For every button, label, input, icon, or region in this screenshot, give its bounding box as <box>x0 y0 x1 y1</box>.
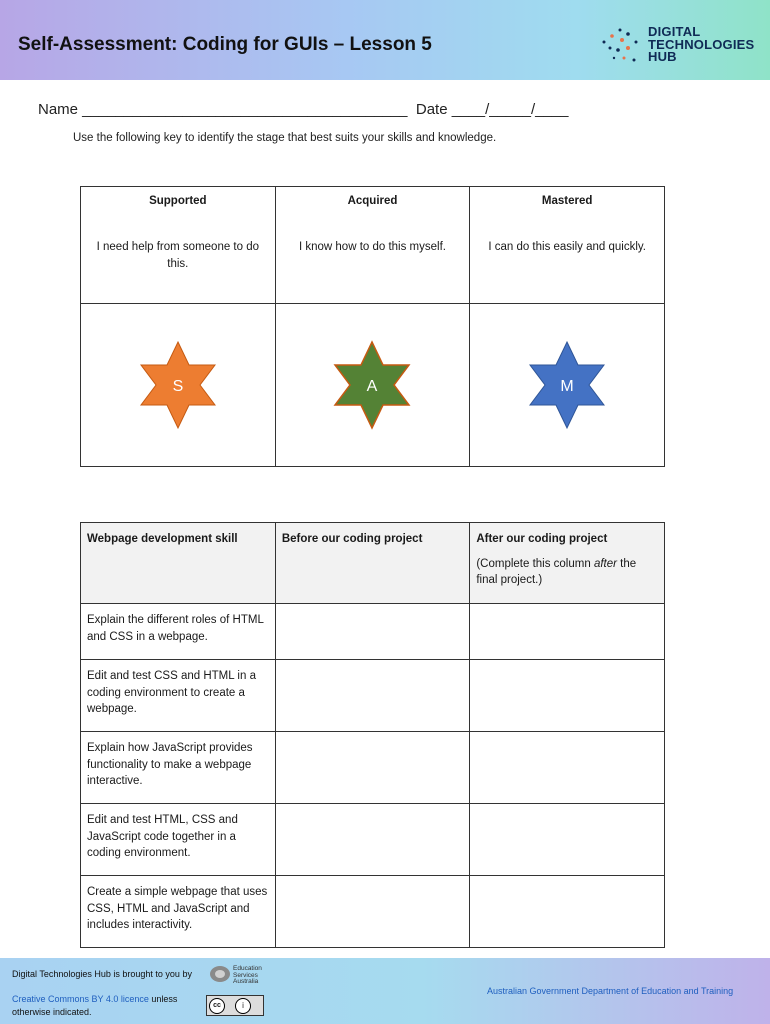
before-entry[interactable] <box>275 804 470 876</box>
footer-licence: Creative Commons BY 4.0 licence unless otherwise indicated. <box>12 994 178 1017</box>
star-a-icon <box>327 340 417 430</box>
star-letter: M <box>560 378 574 395</box>
key-instruction: Use the following key to identify the stage that best suits your skills and knowledge. <box>73 132 497 144</box>
skill-cell: Edit and test CSS and HTML in a coding environment to create a webpage. <box>81 660 276 732</box>
key-table <box>80 186 665 467</box>
key-supported-cell <box>81 187 276 304</box>
star-letter: S <box>172 378 184 395</box>
header-after: After our coding project (Complete this column after the final project.) <box>470 523 665 604</box>
table-row <box>81 804 665 876</box>
before-entry[interactable] <box>275 604 470 660</box>
star-letter: A <box>367 378 378 395</box>
key-label: Acquired <box>347 195 398 207</box>
header-banner <box>0 0 770 80</box>
table-row <box>81 604 665 660</box>
after-entry[interactable] <box>470 804 665 876</box>
dt-hub-logo <box>598 24 758 68</box>
key-acquired-cell <box>275 187 470 304</box>
key-desc: I can do this easily and quickly. <box>488 241 646 253</box>
table-row <box>81 660 665 732</box>
key-desc: I need help from someone to do this. <box>96 241 260 270</box>
header-skill: Webpage development skill <box>81 523 276 604</box>
after-entry[interactable] <box>470 604 665 660</box>
after-entry[interactable] <box>470 660 665 732</box>
footer-brought: Digital Technologies Hub is brought to you by <box>12 969 192 979</box>
skill-cell: Explain the different roles of HTML and CSS in a webpage. <box>81 604 276 660</box>
footer-banner <box>0 958 770 1024</box>
footer-organisation: Australian Government Department of Education and Training <box>487 986 734 996</box>
dots-icon <box>598 24 646 68</box>
key-mastered-cell <box>470 187 665 304</box>
name-date-line: Name _______________________________________ Date ____/_____/____ <box>38 101 569 118</box>
logo-wordmark: DIGITAL TECHNOLOGIES HUB <box>648 24 755 64</box>
page-title: Self-Assessment: Coding for GUIs – Lesson 5 <box>18 34 432 55</box>
skill-cell: Edit and test HTML, CSS and JavaScript code together in a coding environment. <box>81 804 276 876</box>
star-cell-m <box>470 304 665 467</box>
key-label: Mastered <box>541 195 593 207</box>
star-cell-s <box>81 304 276 467</box>
star-cell-a <box>275 304 470 467</box>
after-note: (Complete this column after the final project.) <box>476 557 637 586</box>
header-before: Before our coding project <box>275 523 470 604</box>
table-row <box>81 732 665 804</box>
table-header-row <box>81 523 665 604</box>
before-entry[interactable] <box>275 660 470 732</box>
after-entry[interactable] <box>470 876 665 948</box>
before-entry[interactable] <box>275 876 470 948</box>
before-entry[interactable] <box>275 732 470 804</box>
star-m-icon <box>522 340 612 430</box>
education-services-logo-icon <box>209 964 231 984</box>
licence-link[interactable]: Creative Commons BY 4.0 licence <box>12 994 149 1004</box>
after-entry[interactable] <box>470 732 665 804</box>
skill-cell: Explain how JavaScript provides functionality to make a webpage interactive. <box>81 732 276 804</box>
star-s-icon <box>133 340 223 430</box>
table-row <box>81 876 665 948</box>
cc-by-badge-icon: cc i <box>206 995 264 1016</box>
education-services-wordmark: Education Services Australia <box>233 965 262 985</box>
skills-table <box>80 522 665 948</box>
skill-cell: Create a simple webpage that uses CSS, HTML and JavaScript and includes interactivity. <box>81 876 276 948</box>
key-desc: I know how to do this myself. <box>298 241 446 253</box>
key-label: Supported <box>149 195 207 207</box>
